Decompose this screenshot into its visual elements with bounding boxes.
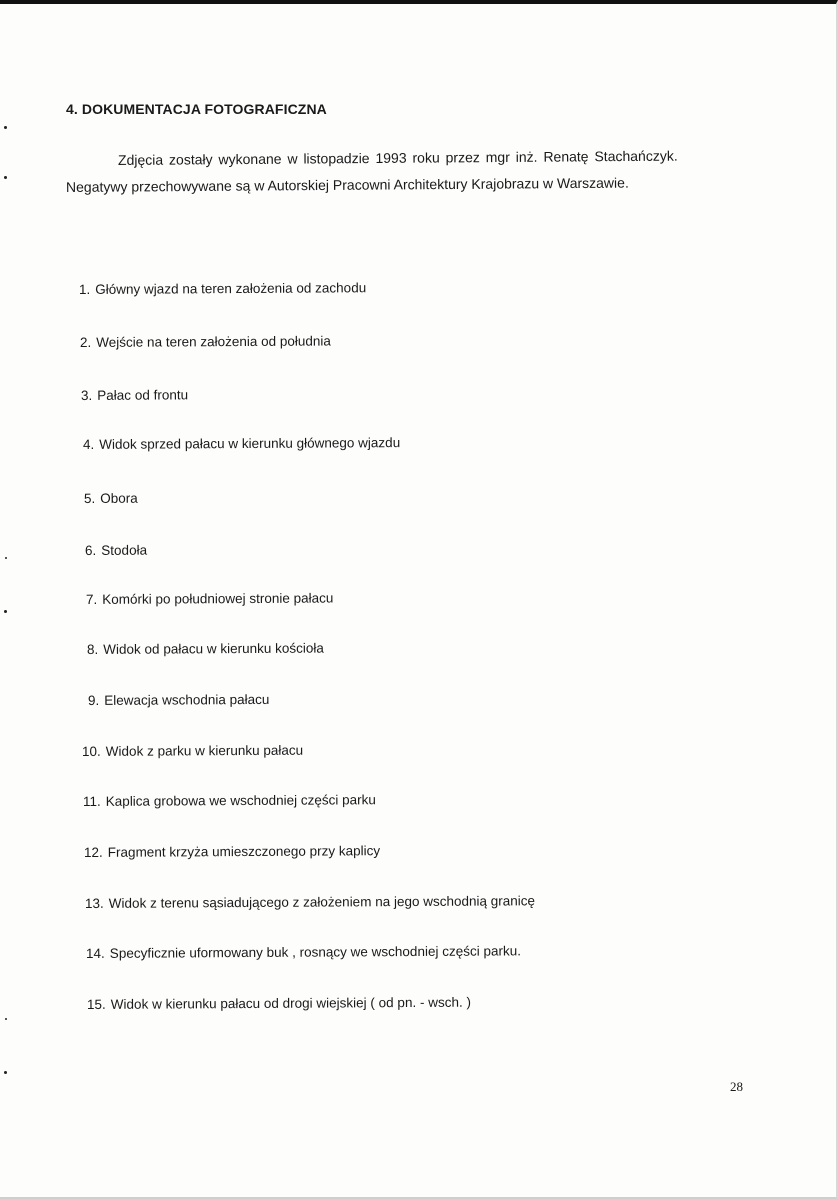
list-item-caption: Specyficznie uformowany buk , rosnący we wschodniej części parku. (109, 943, 522, 961)
section-heading: 4. DOKUMENTACJA FOTOGRAFICZNA (66, 101, 327, 117)
list-item (81, 387, 188, 403)
list-item-caption: Widok z terenu sąsiadującego z założeniem na jego wschodnią granicę (108, 893, 536, 911)
list-item (79, 280, 366, 297)
photo-list (0, 4, 838, 1199)
list-item-caption: Widok w kierunku pałacu od drogi wiejskiej ( od pn. - wsch. ) (110, 994, 471, 1012)
scan-speck (5, 1018, 7, 1020)
list-item-number: 11. (82, 793, 101, 809)
list-item (86, 590, 333, 607)
list-item-caption: Pałac od frontu (97, 387, 189, 403)
intro-paragraph-line-2: Negatywy przechowywane są w Autorskiej Pracowni Architektury Krajobrazu w Warszawie. (65, 174, 629, 195)
list-item-number: 9. (87, 692, 100, 708)
list-item-number: 7. (85, 591, 98, 607)
list-item-number: 14. (85, 945, 105, 961)
list-item (87, 995, 471, 1012)
list-item (83, 792, 376, 809)
list-item (84, 843, 380, 860)
list-item (85, 893, 535, 911)
list-item-number: 4. (82, 436, 95, 452)
list-item-caption: Kaplica grobowa we wschodniej części parku (105, 792, 376, 809)
list-item-number: 5. (83, 490, 96, 506)
page-number: 28 (730, 1079, 743, 1094)
list-item-caption: Wejście na teren założenia od południa (96, 333, 331, 350)
list-item-caption: Widok sprzed pałacu w kierunku głównego wjazdu (99, 435, 401, 452)
list-item (85, 543, 147, 558)
list-item-caption: Elewacja wschodnia pałacu (104, 691, 270, 708)
list-item (84, 491, 138, 506)
list-item-caption: Komórki po południowej stronie pałacu (102, 590, 334, 607)
scan-speck (4, 1071, 7, 1074)
list-item (88, 692, 269, 708)
scan-speck (4, 176, 7, 179)
list-item (80, 333, 331, 350)
list-item-number: 12. (83, 844, 103, 860)
list-item-caption: Główny wjazd na teren założenia od zachodu (95, 280, 367, 297)
list-item-caption: Obora (100, 490, 138, 506)
list-item-number: 8. (86, 641, 99, 657)
list-item-number: 15. (86, 996, 106, 1012)
list-item-number: 2. (79, 334, 92, 350)
list-item-number: 10. (81, 743, 101, 759)
list-item-caption: Widok z parku w kierunku pałacu (105, 742, 304, 759)
list-item-caption: Fragment krzyża umieszczonego przy kaplicy (107, 843, 381, 860)
list-item-caption: Stodoła (101, 542, 148, 558)
list-item-number: 6. (84, 542, 97, 558)
list-item (86, 943, 521, 961)
list-item-caption: Widok od pałacu w kierunku kościoła (103, 640, 324, 657)
list-item (83, 435, 400, 452)
list-item-number: 3. (80, 387, 93, 403)
scan-speck (4, 610, 7, 613)
list-item-number: 1. (78, 281, 91, 297)
list-item-number: 13. (84, 895, 104, 911)
list-item (82, 743, 303, 759)
intro-paragraph-line-1: Zdjęcia zostały wykonane w listopadzie 1993 roku przez mgr inż. Renatę Stachańczyk. (117, 147, 678, 168)
scan-speck (5, 557, 7, 559)
list-item (87, 641, 324, 657)
scan-speck (4, 126, 7, 129)
